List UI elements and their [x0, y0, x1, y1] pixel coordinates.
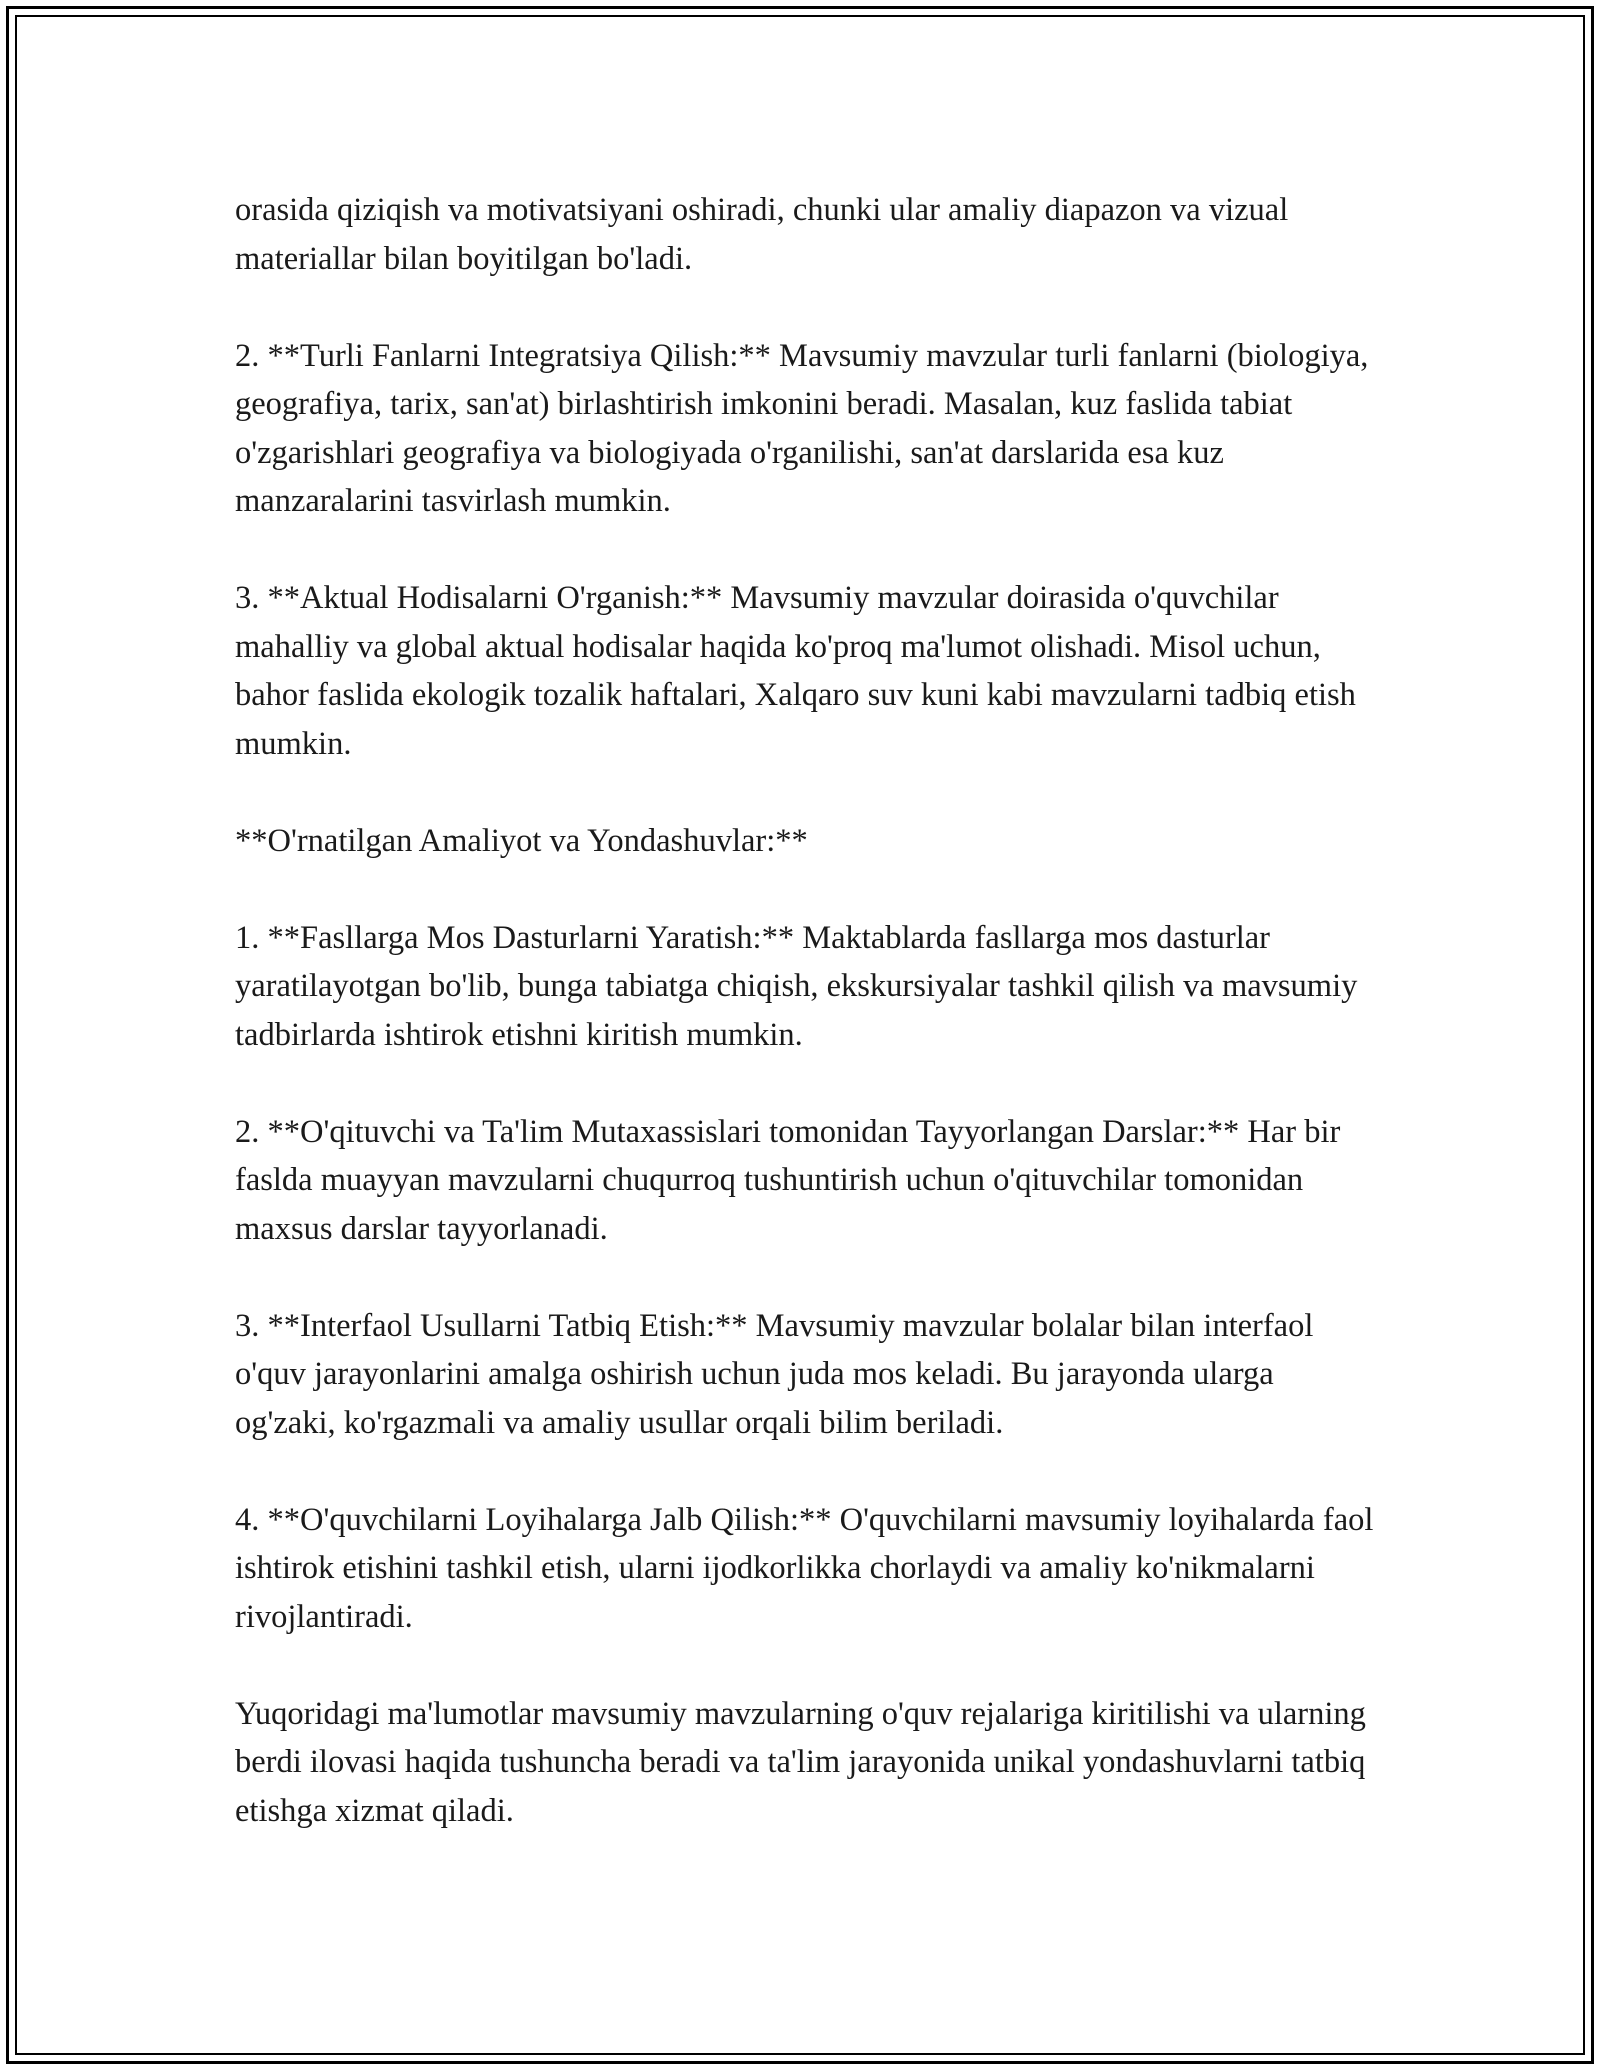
paragraph-item-2-integration: 2. **Turli Fanlarni Integratsiya Qilish:** Mavsumiy mavzular turli fanlarni (biologiya, geografiya, tarix, san'at) birlashtirish imkonini beradi. Masalan, kuz faslida tabiat o'zgarishlari geografiya va biologiyada o'rganilishi, san'at darslarida esa kuz manzaralarini tasvirlash mumkin.: [235, 337, 1369, 519]
paragraph-practice-4-projects: 4. **O'quvchilarni Loyihalarga Jalb Qilish:** O'quvchilarni mavsumiy loyihalarda faol ishtirok etishini tashkil etish, ularni ijodkorlikka chorlaydi va amaliy ko'nikmalarni rivojlantiradi.: [235, 1501, 1374, 1635]
paragraph-practice-2-lessons: 2. **O'qituvchi va Ta'lim Mutaxassislari tomonidan Tayyorlangan Darslar:** Har bir faslda muayyan mavzularni chuqurroq tushuntirish uchun o'qituvchilar tomonidan maxsus darslar tayyorlanadi.: [235, 1113, 1341, 1247]
paragraph-item-3-current-events: 3. **Aktual Hodisalarni O'rganish:** Mavsumiy mavzular doirasida o'quvchilar mahalliy va global aktual hodisalar haqida ko'proq ma'lumot olishadi. Misol uchun, bahor faslida ekologik tozalik haftalari, Xalqaro suv kuni kabi mavzularni tadbiq etish mumkin.: [235, 580, 1356, 762]
document-body: [235, 186, 1375, 1884]
paragraph-practice-1-programs: 1. **Fasllarga Mos Dasturlarni Yaratish:** Maktablarda fasllarga mos dasturlar yaratilayotgan bo'lib, bunga tabiatga chiqish, ekskursiyalar tashkil qilish va mavsumiy tadbirlarda ishtirok etishni kiritish mumkin.: [235, 919, 1358, 1053]
paragraph-intro-continuation: orasida qiziqish va motivatsiyani oshiradi, chunki ular amaliy diapazon va vizual materiallar bilan boyitilgan bo'ladi.: [235, 192, 1289, 277]
paragraph-conclusion: Yuqoridagi ma'lumotlar mavsumiy mavzularning o'quv rejalariga kiritilishi va ularning berdi ilovasi haqida tushuncha beradi va ta'lim jarayonida unikal yondashuvlarni tatbiq etishga xizmat qiladi.: [235, 1695, 1366, 1829]
section-heading-practices: **O'rnatilgan Amaliyot va Yondashuvlar:**: [235, 822, 808, 859]
paragraph-practice-3-interactive: 3. **Interfaol Usullarni Tatbiq Etish:** Mavsumiy mavzular bolalar bilan interfaol o'quv jarayonlarini amalga oshirish uchun juda mos keladi. Bu jarayonda ularga og'zaki, ko'rgazmali va amaliy usullar orqali bilim beriladi.: [235, 1307, 1314, 1441]
